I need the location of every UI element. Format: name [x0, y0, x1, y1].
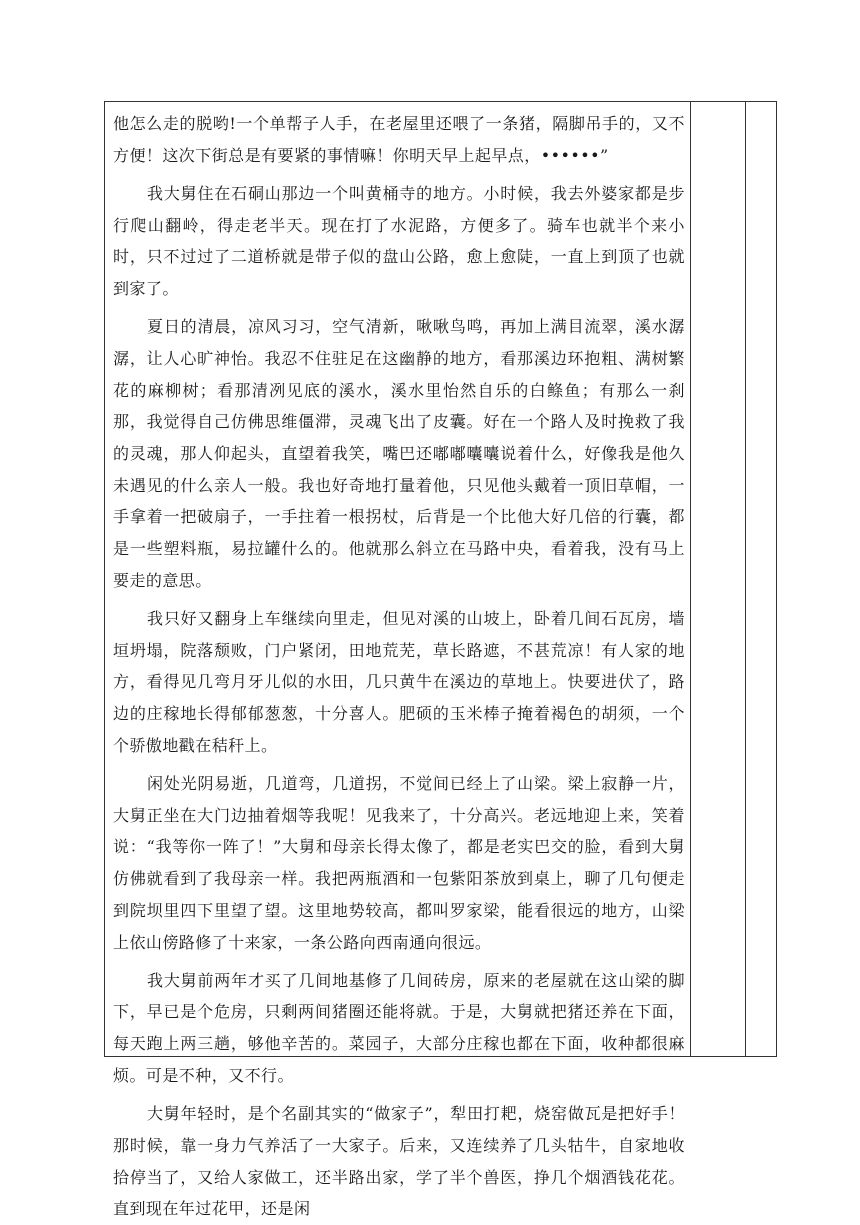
- paragraph: 闲处光阴易逝，几道弯，几道拐，不觉间已经上了山梁。梁上寂静一片，大舅正坐在大门边抽着烟等我呢！见我来了，十分高兴。老远地迎上来，笑着说：“我等你一阵了！”大舅和母亲长得太像了，都是老实巴交的脸，看到大舅仿佛就看到了我母亲一样。我把两瓶酒和一包紫阳茶放到桌上，聊了几句便走到院坝里四下里望了望。这里地势较高，都叫罗家梁，能看很远的地方，山梁上依山傍路修了十来家，一条公路向西南通向很远。: [113, 774, 685, 952]
- paragraph: 大舅年轻时，是个名副其实的“做家子”，犁田打耙，烧窑做瓦是把好手！那时候，靠一身力气养活了一大家子。后来，又连续养了几头牯牛，自家地收拾停当了，又给人家做工，还半路出家，学了半个兽医，挣几个烟酒钱花花。直到现在年过花甲，还是闲: [113, 1104, 685, 1219]
- paragraph: 夏日的清晨，凉风习习，空气清新，啾啾鸟鸣，再加上满目流翠，溪水潺潺，让人心旷神怡。我忍不住驻足在这幽静的地方，看那溪边环抱粗、满树繁花的麻柳树；看那清冽见底的溪水，溪水里怡然自乐的白鲦鱼；有那么一刹那，我觉得自己仿佛思维僵滞，灵魂飞出了皮囊。好在一个路人及时挽救了我的灵魂，那人仰起头，直望着我笑，嘴巴还嘟嘟囔囔说着什么，好像我是他久未遇见的什么亲人一般。我也好奇地打量着他，只见他头戴着一顶旧草帽，一手拿着一把破扇子，一手拄着一根拐杖，后背是一个比他大好几倍的行囊，都是一些塑料瓶，易拉罐什么的。他就那么斜立在马路中央，看着我，没有马上要走的意思。: [113, 317, 685, 590]
- paragraph: 我大舅住在石硐山那边一个叫黄桶寺的地方。小时候，我去外婆家都是步行爬山翻岭，得走老半天。现在打了水泥路，方便多了。骑车也就半个来小时，只不过过了二道桥就是带子似的盘山公路，愈上愈陡，一直上到顶了也就到家了。: [113, 183, 685, 299]
- paragraph: 我大舅前两年才买了几间地基修了几间砖房，原来的老屋就在这山梁的脚下，早已是个危房，只剩两间猪圈还能将就。于是，大舅就把猪还养在下面，每天跑上两三趟，够他辛苦的。菜园子，大部分庄稼也都在下面，收种都很麻烦。可是不种，又不行。: [113, 970, 685, 1085]
- column-divider: [690, 102, 691, 1056]
- text-cell: [113, 108, 685, 1225]
- paragraph: 我只好又翻身上车继续向里走，但见对溪的山坡上，卧着几间石瓦房，墙垣坍塌，院落颓败，门户紧闭，田地荒芜，草长路遮，不甚荒凉！有人家的地方，看得见几弯月牙儿似的水田，几只黄牛在溪边的草地上。快要进伏了，路边的庄稼地长得郁郁葱葱，十分喜人。肥硕的玉米棒子掩着褐色的胡须，一个个骄傲地戳在秸秆上。: [113, 609, 685, 755]
- column-divider: [745, 102, 746, 1056]
- document-table: [104, 101, 777, 1219]
- paragraph: 他怎么走的脱哟!一个单帮子人手，在老屋里还喂了一条猪，隔脚吊手的，又不方便！这次下街总是有要紧的事情嘛！你明天早上起早点，••••••”: [113, 114, 685, 165]
